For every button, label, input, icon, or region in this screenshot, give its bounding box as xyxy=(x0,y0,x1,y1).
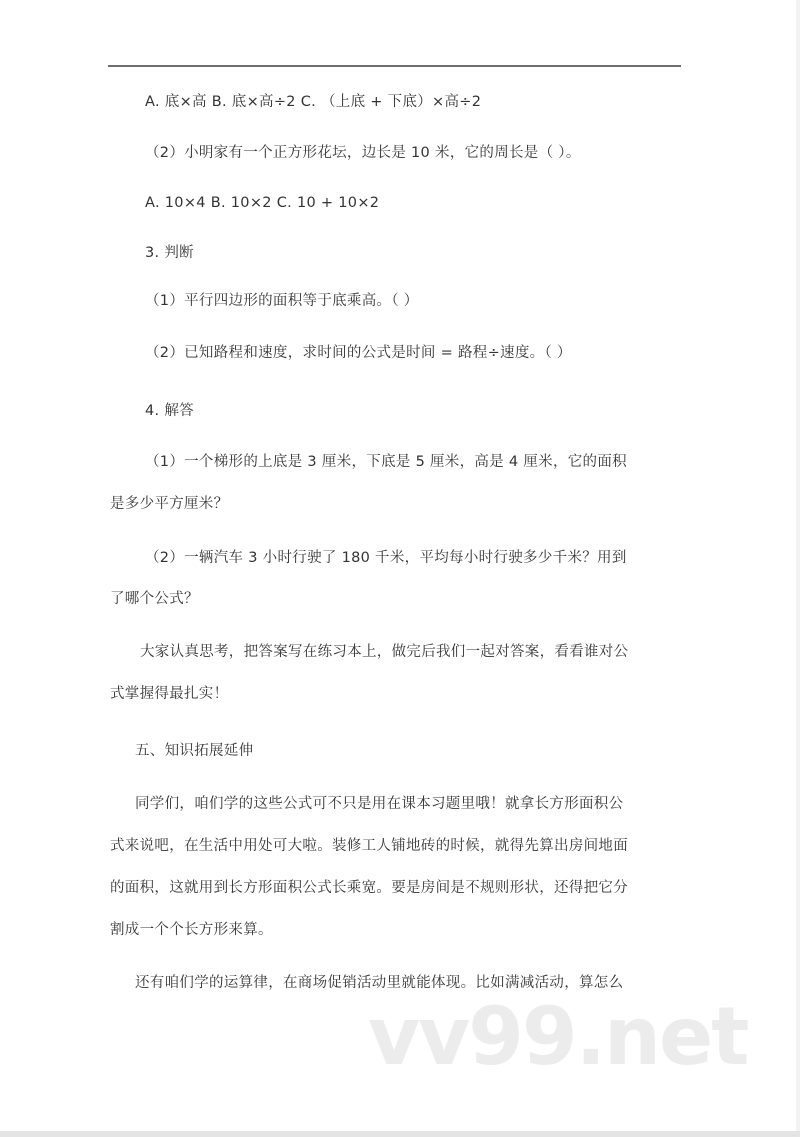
section-heading-answer: 4. 解答 xyxy=(145,403,194,419)
extension-paragraph-line-3: 的面积，这就用到长方形面积公式长乘宽。要是房间是不规则形状，还得把它分 xyxy=(110,880,628,896)
encourage-line-1: 大家认真思考，把答案写在练习本上，做完后我们一起对答案，看看谁对公 xyxy=(140,644,629,660)
page-edge xyxy=(796,0,800,1137)
judge-item-1: （1）平行四边形的面积等于底乘高。（ ） xyxy=(145,293,419,309)
header-rule xyxy=(108,65,681,67)
answer-item-1-line-2: 是多少平方厘米？ xyxy=(110,496,229,512)
answer-item-1-line-1: （1）一个梯形的上底是 3 厘米，下底是 5 厘米，高是 4 厘米，它的面积 xyxy=(145,454,627,470)
encourage-line-2: 式掌握得最扎实！ xyxy=(110,686,229,702)
question-2: （2）小明家有一个正方形花坛，边长是 10 米，它的周长是（ ）。 xyxy=(145,145,581,161)
watermark: vv99.net xyxy=(368,990,748,1083)
answer-item-2-line-2: 了哪个公式？ xyxy=(110,591,199,607)
choice-options-1: A. 底×高 B. 底×高÷2 C. （上底 + 下底）×高÷2 xyxy=(145,94,482,110)
page-bottom-edge xyxy=(0,1131,800,1137)
extension-paragraph-line-4: 割成一个个长方形来算。 xyxy=(110,922,273,938)
section-heading-five: 五、知识拓展延伸 xyxy=(135,743,254,759)
choice-options-2: A. 10×4 B. 10×2 C. 10 + 10×2 xyxy=(145,195,380,211)
section-heading-judge: 3. 判断 xyxy=(145,245,194,261)
extension-paragraph-line-1: 同学们，咱们学的这些公式可不只是用在课本习题里哦！就拿长方形面积公 xyxy=(135,796,624,812)
extension-paragraph-line-2: 式来说吧，在生活中用处可大啦。装修工人铺地砖的时候，就得先算出房间地面 xyxy=(110,838,628,854)
operation-law-paragraph-line-1: 还有咱们学的运算律，在商场促销活动里就能体现。比如满减活动，算怎么 xyxy=(135,975,624,991)
judge-item-2: （2）已知路程和速度，求时间的公式是时间 = 路程÷速度。（ ） xyxy=(145,345,572,361)
answer-item-2-line-1: （2）一辆汽车 3 小时行驶了 180 千米，平均每小时行驶多少千米？用到 xyxy=(145,550,627,566)
